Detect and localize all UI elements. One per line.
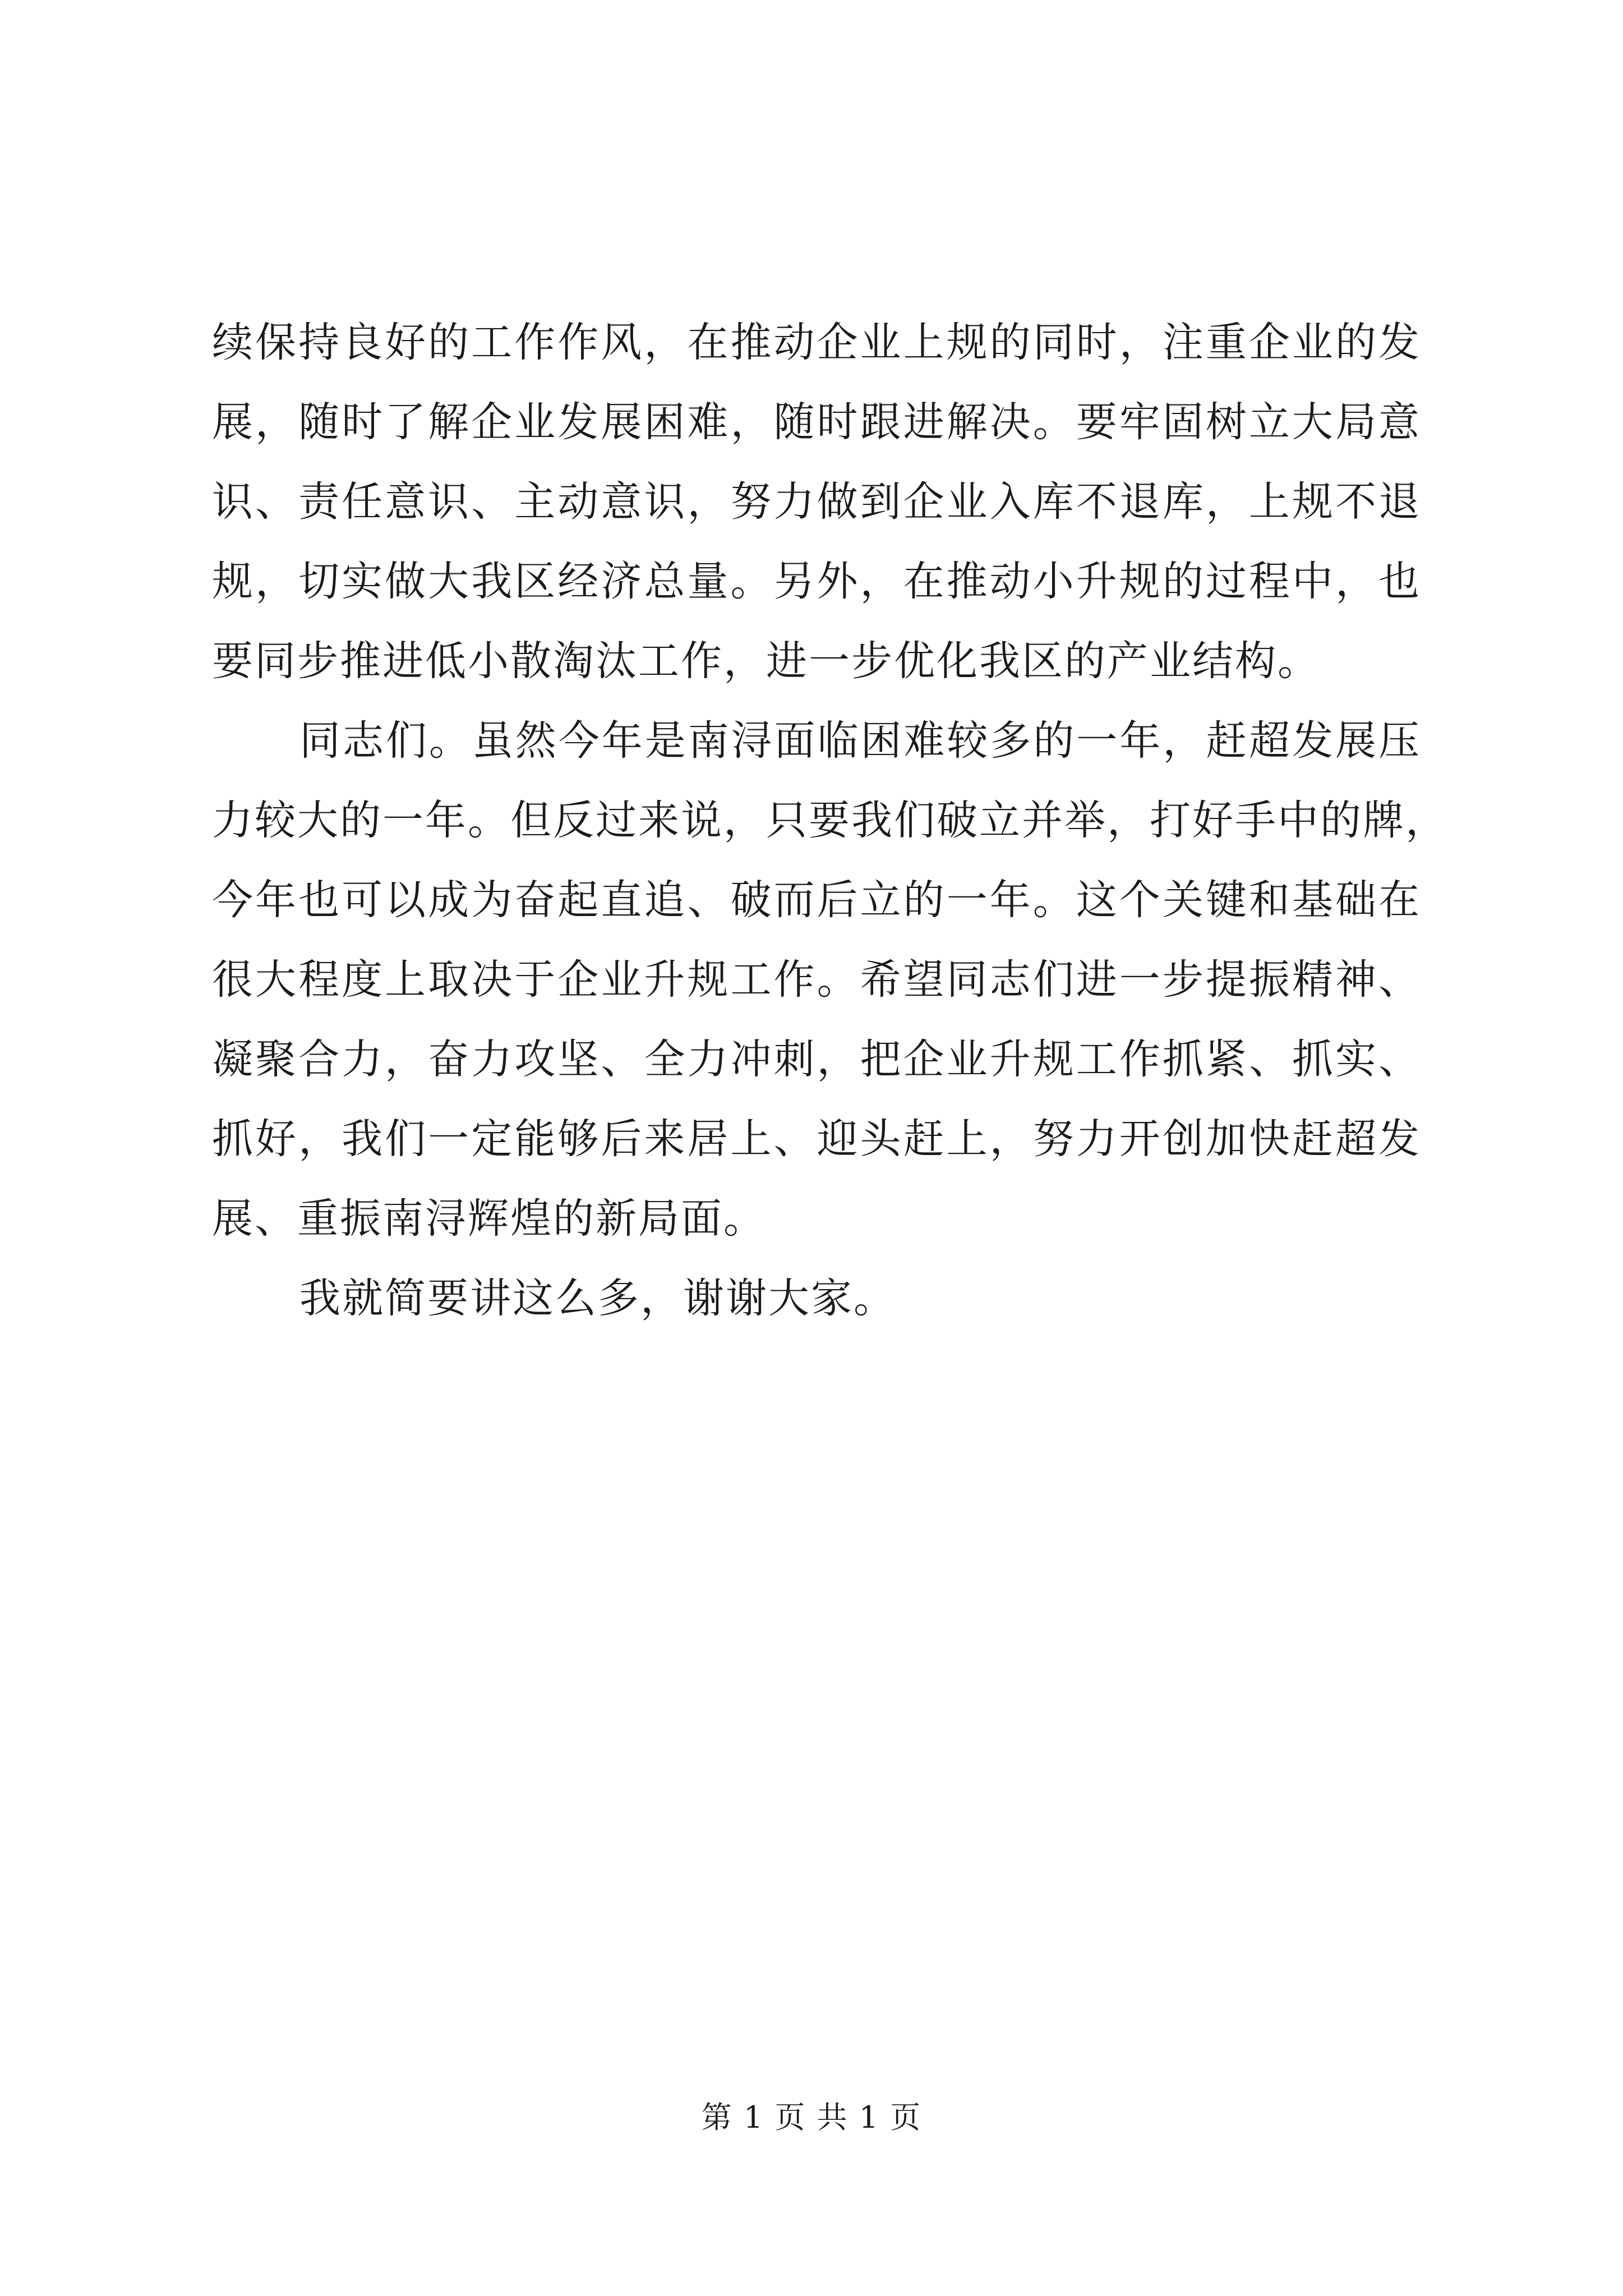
text-line: 展，随时了解企业发展困难，随时跟进解决。要牢固树立大局意 <box>212 398 1421 446</box>
text-line: 凝聚合力，奋力攻坚、全力冲刺，把企业升规工作抓紧、抓实、 <box>212 1036 1421 1083</box>
text-line: 今年也可以成为奋起直追、破而后立的一年。这个关键和基础在 <box>212 876 1421 924</box>
text-line: 规，切实做大我区经济总量。另外，在推动小升规的过程中，也 <box>212 558 1421 605</box>
text-line: 抓好，我们一定能够后来居上、迎头赶上，努力开创加快赶超发 <box>212 1115 1421 1163</box>
paragraph-first-line: 同志们。虽然今年是南浔面临困难较多的一年，赶超发展压 <box>299 717 1421 765</box>
closing-line: 我就简要讲这么多，谢谢大家。 <box>299 1274 896 1322</box>
page-number-footer: 第 1 页 共 1 页 <box>701 2100 922 2135</box>
text-line: 续保持良好的工作作风，在推动企业上规的同时，注重企业的发 <box>212 319 1421 366</box>
text-line: 力较大的一年。但反过来说，只要我们破立并举，打好手中的牌， <box>212 797 1448 844</box>
text-line: 识、责任意识、主动意识，努力做到企业入库不退库，上规不退 <box>212 478 1421 526</box>
document-body <box>212 303 1448 1338</box>
text-line: 很大程度上取决于企业升规工作。希望同志们进一步提振精神、 <box>212 956 1421 1004</box>
text-line: 要同步推进低小散淘汰工作，进一步优化我区的产业结构。 <box>212 637 1320 685</box>
text-line: 展、重振南浔辉煌的新局面。 <box>212 1195 766 1243</box>
